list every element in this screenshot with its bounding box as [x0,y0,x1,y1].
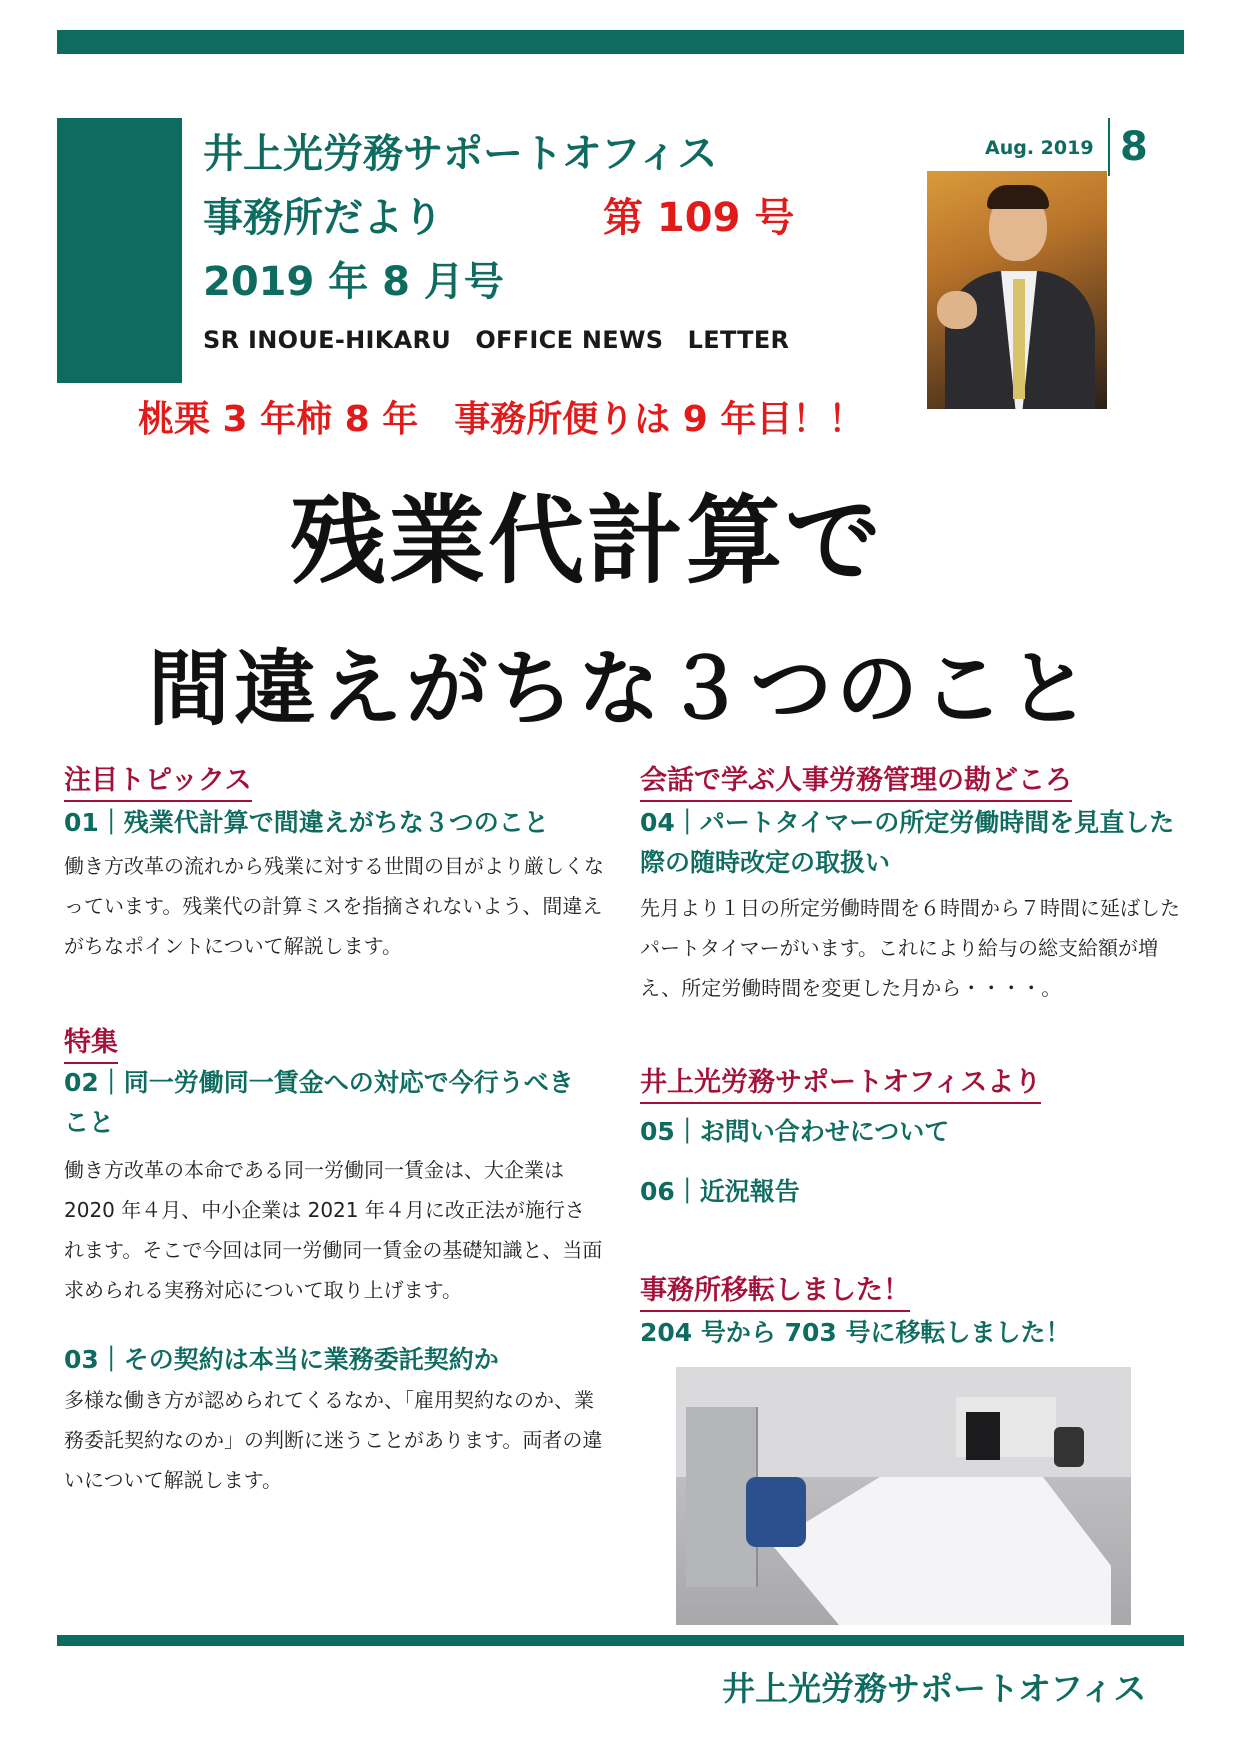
hr-management-section [640,758,1180,797]
headline-line-2: 間違えがちな３つのこと [148,642,1095,737]
bottom-rule [57,1635,1184,1646]
section-heading: 事務所移転しました！ [640,1275,910,1312]
headline-line-1: 残業代計算で [290,485,884,597]
office-photo [676,1367,1131,1625]
topic-06-title[interactable]: 06｜近況報告 [640,1177,800,1206]
featured-topics-section [64,758,604,797]
topic-03-title[interactable]: 03｜その契約は本当に業務委託契約か [64,1345,499,1374]
special-feature-section [64,1020,604,1059]
office-name: 井上光労務サポートオフィス [203,131,718,177]
topic-05-title[interactable]: 05｜お問い合わせについて [640,1117,950,1146]
topic-04-body: 先月より１日の所定労働時間を６時間から７時間に延ばしたパートタイマーがいます。これにより給与の総支給額が増え、所定労働時間を変更した月から・・・・。 [640,896,1180,1000]
section-heading: 注目トピックス [64,765,252,802]
topic-03-body: 多様な働き方が認められてくるなか、「雇用契約なのか、業務委託契約なのか」の判断に迷うことがあります。両者の違いについて解説します。 [64,1388,603,1492]
topic-04-title[interactable]: 04｜パートタイマーの所定労働時間を見直した際の随時改定の取扱い [640,808,1175,877]
issue-date: 2019 年 8 月号 [203,259,504,305]
relocation-section [640,1268,1180,1307]
footer-office-name: 井上光労務サポートオフィス [722,1669,1147,1708]
section-heading: 会話で学ぶ人事労務管理の勘どころ [640,765,1072,802]
topic-01-title[interactable]: 01｜残業代計算で間違えがちな３つのこと [64,808,549,837]
slogan: 桃栗 3 年柿 8 年 事務所便りは 9 年目！！ [138,399,865,440]
relocation-notice: 204 号から 703 号に移転しました！ [640,1318,1071,1347]
portrait-photo [927,171,1107,409]
month-number: 8 [1120,124,1148,170]
issue-number: 第 109 号 [603,195,795,241]
section-heading: 特集 [64,1027,118,1064]
topic-01-body: 働き方改革の流れから残業に対する世間の目がより厳しくなっています。残業代の計算ミスを指摘されないよう、間違えがちなポイントについて解説します。 [64,854,604,958]
top-rule [57,30,1184,54]
month-label: Aug. 2019 [985,137,1094,159]
section-heading: 井上光労務サポートオフィスより [640,1067,1041,1104]
topic-02-title[interactable]: 02｜同一労働同一賃金への対応で今行うべきこと [64,1068,574,1137]
office-news-section [640,1060,1180,1099]
month-divider [1108,118,1110,176]
topic-02-body: 働き方改革の本命である同一労働同一賃金は、大企業は 2020 年４月、中小企業は 2021 年４月に改正法が施行されます。そこで今回は同一労働同一賃金の基礎知識と、当面求められる実務対応について取り上げます。 [64,1158,603,1302]
header-accent-block [57,118,182,383]
newsletter-name: 事務所だより [203,195,443,241]
english-title: SR INOUE-HIKARU OFFICE NEWS LETTER [203,326,790,354]
